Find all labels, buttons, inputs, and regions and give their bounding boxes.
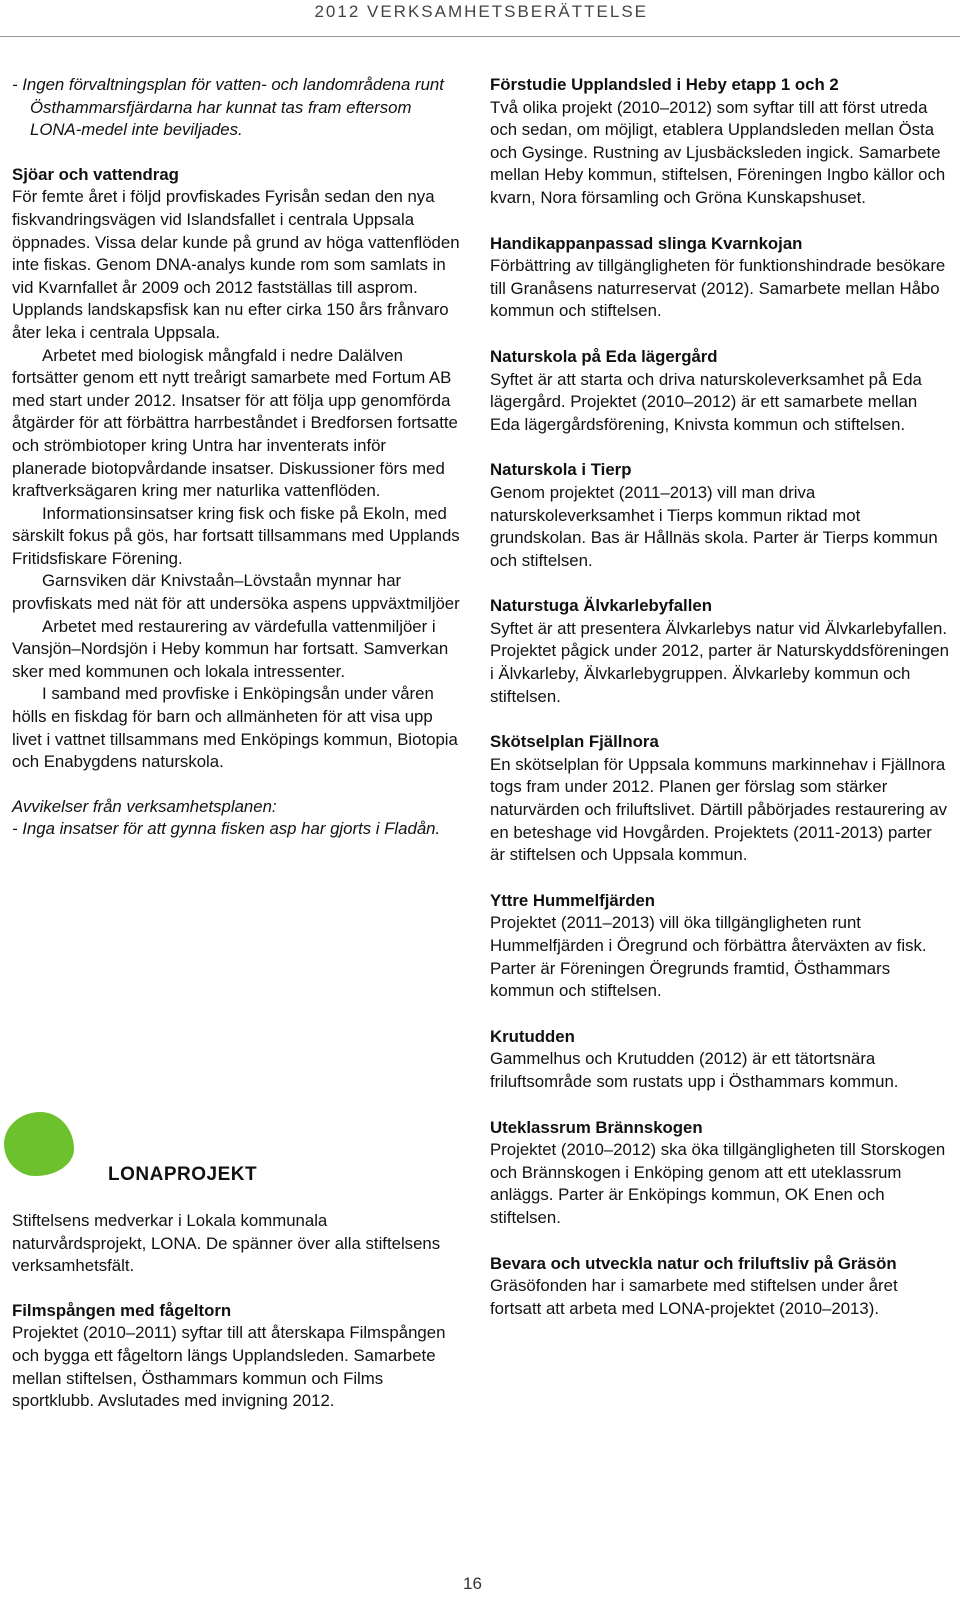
filmspangen-heading: Filmspången med fågeltorn	[12, 1300, 232, 1320]
project-text: Projektet (2010–2012) ska öka tillgängligheten till Storskogen och Brännskogen i Enköping genom att ett uteklassrum anläggs. Parter är Enköpings kommun, OK Enen och stiftelsen.	[490, 1140, 946, 1227]
project-block	[490, 233, 950, 323]
project-block	[490, 74, 950, 210]
project-text: Genom projektet (2011–2013) vill man driva naturskoleverksamhet i Tierps kommun riktad mot grundskolan. Bas är Hållnäs skola. Parter är Tierps kommun och stiftelsen.	[490, 482, 938, 570]
project-heading: Skötselplan Fjällnora	[490, 732, 659, 752]
project-text: Förbättring av tillgängligheten för funktionshindrade besökare till Granåsens naturreservat (2012). Samarbete mellan Håbo kommun och stiftelsen.	[490, 256, 946, 321]
project-heading: Förstudie Upplandsled i Heby etapp 1 och 2	[490, 75, 839, 94]
project-text: Projektet (2011–2013) vill öka tillgängligheten runt Hummelfjärden i Öregrund och förbättra återväxten av fisk. Parter är Föreningen Öregrunds framtid, Östhammars kommun och stiftelsen.	[490, 913, 927, 1001]
project-block	[490, 459, 950, 572]
project-text: Gammelhus och Krutudden (2012) är ett tätortsnära friluftsområde som rustats upp i Östhammars kommun.	[490, 1049, 899, 1091]
project-text: En skötselplan för Uppsala kommuns markinnehav i Fjällnora togs fram under 2012. Planen ger förslag som stärker naturvärden och friluftslivet. Därtill påbörjades restaurering av en beteshage vid Hovgården. Projektets (2011-2013) parter är stiftelsen och Uppsala kommun.	[490, 754, 948, 865]
left-column-bottom	[12, 1210, 460, 1413]
left-column-top	[12, 74, 460, 841]
project-block	[490, 1026, 950, 1094]
project-block	[490, 1117, 950, 1230]
header-rule	[0, 36, 960, 37]
project-heading: Krutudden	[490, 1026, 575, 1046]
project-text: Syftet är att presentera Älvkarlebys natur vid Älvkarlebyfallen. Projektet pågick under 2012, parter är Naturskyddsföreningen i Älvkarleby, Älvkarlebygruppen. Älvkarleby kommun och stiftelsen.	[490, 618, 949, 706]
project-heading: Uteklassrum Brännskogen	[490, 1117, 703, 1137]
lona-intro: Stiftelsens medverkar i Lokala kommunala naturvårdsprojekt, LONA. De spänner över alla stiftelsens verksamhetsfält.	[12, 1211, 441, 1276]
project-text: Gräsöfonden har i samarbete med stiftelsen under året fortsatt att arbeta med LONA-projektet (2010–2013).	[490, 1276, 898, 1318]
lakes-paragraph-3: Informationsinsatser kring fisk och fiske på Ekoln, med särskilt fokus på gös, har fortsatt tillsammans med Upplands Fritidsfiskare Förening.	[12, 503, 460, 568]
project-block	[490, 346, 950, 436]
project-text: Syftet är att starta och driva naturskoleverksamhet på Eda lägergård. Projektet (2010–2012) är ett samarbete mellan Eda lägergårdsförening, Knivsta kommun och stiftelsen.	[490, 369, 922, 434]
project-heading: Yttre Hummelfjärden	[490, 890, 656, 910]
project-block	[490, 595, 950, 708]
lona-section-header	[0, 1080, 460, 1200]
project-block	[490, 890, 950, 1003]
project-block	[490, 731, 950, 867]
project-heading: Naturskola i Tierp	[490, 460, 632, 480]
lakes-paragraph-5: Arbetet med restaurering av värdefulla vattenmiljöer i Vansjön–Nordsjön i Heby kommun har fortsatt. Samverkan sker med kommunen och lokala intressenter.	[12, 616, 449, 681]
section-heading-lakes: Sjöar och vattendrag	[12, 164, 179, 184]
lona-title: LONAPROJEKT	[108, 1164, 258, 1185]
project-heading: Naturskola på Eda lägergård	[490, 346, 718, 366]
project-heading: Handikappanpassad slinga Kvarnkojan	[490, 233, 803, 253]
deviation-heading: Avvikelser från verksamhetsplanen:	[12, 796, 277, 816]
intro-note: - Ingen förvaltningsplan för vatten- och landområdena runt Östhammarsfjärdarna har kunnat tas fram eftersom LONA-medel inte beviljades.	[12, 75, 444, 140]
page-number: 16	[463, 1574, 482, 1593]
project-heading: Naturstuga Älvkarlebyfallen	[490, 596, 712, 616]
project-text: Två olika projekt (2010–2012) som syftar till att först utreda och sedan, om möjligt, etablera Upplandsleden mellan Östa och Gysinge. Rustning av Ljusbäcksleden ingick. Samarbete mellan Heby kommun, stiftelsen, Föreningen Ingbo källor och kvarn, Nora församling och Gröna Kunskapshuset.	[490, 97, 946, 207]
project-block	[490, 1253, 950, 1321]
lakes-paragraph-2: Arbetet med biologisk mångfald i nedre Dalälven fortsätter genom ett nytt treårigt samarbete med Fortum AB med start under 2012. Insatser för att följa upp genomförda åtgärder för att förbättra harrbeståndet i Bredforsen fortsatte och strömbiotoper kring Untra har inventerats inför planerade biotopvårdande insatser. Diskussioner förs med kraftverksägaren kring mer naturlika vattenflöden.	[12, 345, 458, 501]
filmspangen-text: Projektet (2010–2011) syftar till att återskapa Filmspången och bygga ett fågeltorn längs Upplandsleden. Samarbete mellan stiftelsen, Östhammars kommun och Films sportklubb. Avslutades med invigning 2012.	[12, 1323, 446, 1411]
deviation-item: - Inga insatser för att gynna fisken asp har gjorts i Fladån.	[12, 819, 441, 839]
lakes-paragraph-4: Garnsviken där Knivstaån–Lövstaån mynnar har provfiskats med nät för att undersöka aspens uppväxtmiljöer	[12, 571, 460, 614]
green-blob-icon	[4, 1112, 74, 1176]
right-column	[490, 74, 950, 1320]
lakes-paragraph-1: För femte året i följd provfiskades Fyrisån sedan den nya fiskvandringsvägen vid Islandsfallet i centrala Uppsala öppnades. Vissa delar kunde på grund av höga vattenflöden inte fiskas. Genom DNA-analys kunde rom som samlats in vid Kvarnfallet år 2009 och 2012 fastställas till asprom. Upplands landskapsfisk kan nu efter cirka 150 års frånvaro åter leka i centrala Uppsala.	[12, 187, 460, 342]
project-heading: Bevara och utveckla natur och friluftsliv på Gräsön	[490, 1253, 897, 1273]
running-header: 2012 VERKSAMHETSBERÄTTELSE	[314, 2, 648, 21]
lakes-paragraph-6: I samband med provfiske i Enköpingsån under våren hölls en fiskdag för barn och allmänheten för att visa upp livet i vattnet tillsammans med Enköpings kommun, Biotopia och Enabygdens naturskola.	[12, 684, 458, 772]
